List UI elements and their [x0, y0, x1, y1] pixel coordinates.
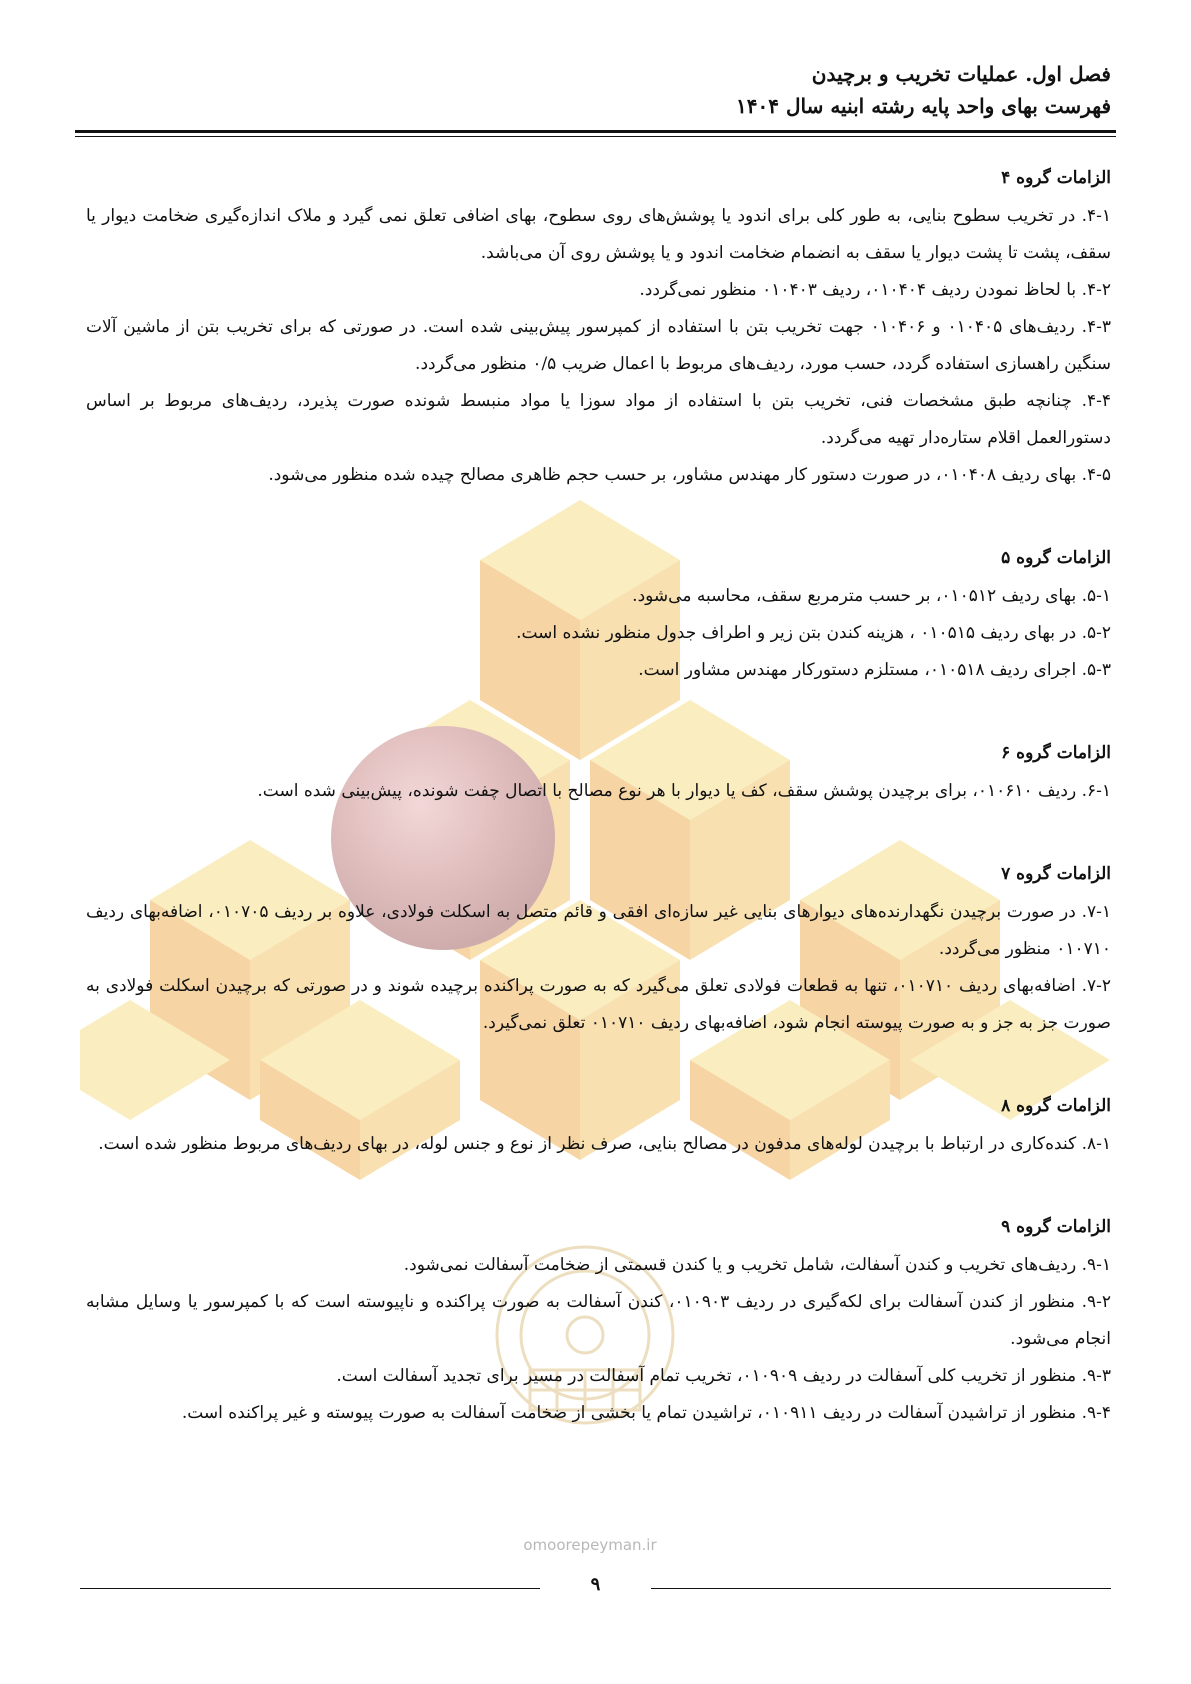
page-footer — [80, 1574, 1111, 1604]
header-rule-thin — [75, 136, 1116, 137]
group-title: الزامات گروه ۵ — [1001, 548, 1111, 568]
paragraph: ۴-۲. با لحاظ نمودن ردیف ۰۱۰۴۰۴، ردیف ۰۱۰۴۰۳ منظور نمی‌گردد. — [639, 280, 1111, 300]
paragraph: ۴-۵. بهای ردیف ۰۱۰۴۰۸، در صورت دستور کار مهندس مشاور، بر حسب حجم ظاهری مصالح چیده شده منظور می‌شود. — [268, 465, 1111, 485]
paragraph: ۴-۴. چنانچه طبق مشخصات فنی، تخریب بتن با استفاده از مواد سوزا یا مواد منبسط شونده صورت پذیرد، ردیف‌های مربوط بر اساس دستورالعمل اقلام ستاره‌دار تهیه می‌گردد. — [86, 391, 1111, 448]
paragraph: ۴-۳. ردیف‌های ۰۱۰۴۰۵ و ۰۱۰۴۰۶ جهت تخریب بتن با استفاده از کمپرسور پیش‌بینی شده است. در صورتی که برای تخریب بتن از ماشین آلات سنگین راهسازی استفاده گردد، حسب مورد، ردیف‌های مربوط با اعمال ضریب ۰/۵ منظور می‌گردد. — [86, 317, 1111, 374]
paragraph: ۹-۳. منظور از تخریب کلی آسفالت در ردیف ۰۱۰۹۰۹، تخریب تمام آسفالت در مسیر برای تجدید آسفالت است. — [336, 1366, 1111, 1386]
group-title: الزامات گروه ۴ — [1001, 168, 1111, 188]
group-title: الزامات گروه ۹ — [1001, 1217, 1111, 1237]
paragraph: ۵-۱. بهای ردیف ۰۱۰۵۱۲، بر حسب مترمربع سقف، محاسبه می‌شود. — [632, 586, 1111, 606]
paragraph: ۷-۱. در صورت برچیدن نگهدارنده‌های دیوارهای بنایی غیر سازه‌ای افقی و قائم متصل به اسکلت فولادی، علاوه بر ردیف ۰۱۰۷۰۵، اضافه‌بهای ردیف ۰۱۰۷۱۰ منظور می‌گردد. — [86, 902, 1111, 959]
list-title: فهرست بهای واحد پایه رشته ابنیه سال ۱۴۰۴ — [736, 94, 1111, 118]
group-4 — [86, 160, 1111, 494]
paragraph: ۹-۲. منظور از کندن آسفالت برای لکه‌گیری در ردیف ۰۱۰۹۰۳، کندن آسفالت به صورت پراکنده و ناپیوسته است که با کمپرسور یا وسایل مشابه انجام می‌شود. — [86, 1292, 1111, 1349]
page-header — [80, 58, 1111, 122]
group-9 — [86, 1209, 1111, 1432]
page-number: ۹ — [590, 1574, 601, 1595]
paragraph: ۴-۱. در تخریب سطوح بنایی، به طور کلی برای اندود یا پوشش‌های روی سطوح، بهای اضافی تعلق نمی گیرد و ملاک اندازه‌گیری ضخامت دیوار یا سقف، پشت تا پشت دیوار یا سقف به انضمام ضخامت اندود و یا پوشش روی آن می‌باشد. — [86, 206, 1111, 263]
group-title: الزامات گروه ۷ — [1001, 864, 1111, 884]
main-content — [86, 160, 1111, 1478]
header-rule-thick — [75, 130, 1116, 133]
footer-rule-right — [651, 1588, 1111, 1589]
paragraph: ۶-۱. ردیف ۰۱۰۶۱۰، برای برچیدن پوشش سقف، کف یا دیوار با هر نوع مصالح با اتصال چفت شونده، پیش‌بینی شده است. — [257, 781, 1111, 801]
chapter-title: فصل اول. عملیات تخریب و برچیدن — [811, 62, 1111, 86]
group-8 — [86, 1088, 1111, 1163]
paragraph: ۹-۴. منظور از تراشیدن آسفالت در ردیف ۰۱۰۹۱۱، تراشیدن تمام یا بخشی از ضخامت آسفالت به صورت پیوسته و غیر پراکنده است. — [181, 1403, 1111, 1423]
paragraph: ۵-۳. اجرای ردیف ۰۱۰۵۱۸، مستلزم دستورکار مهندس مشاور است. — [638, 660, 1111, 680]
group-title: الزامات گروه ۸ — [1001, 1096, 1111, 1116]
group-7 — [86, 856, 1111, 1042]
watermark-site-text: omoorepeyman.ir — [523, 1536, 657, 1554]
group-5 — [86, 540, 1111, 689]
paragraph: ۷-۲. اضافه‌بهای ردیف ۰۱۰۷۱۰، تنها به قطعات فولادی تعلق می‌گیرد که به صورت پراکنده برچیده شوند و در صورتی که برچیدن اسکلت فولادی به صورت جز به جز و به صورت پیوسته انجام شود، اضافه‌بهای ردیف ۰۱۰۷۱۰ تعلق نمی‌گیرد. — [86, 976, 1111, 1033]
group-6 — [86, 735, 1111, 810]
group-title: الزامات گروه ۶ — [1001, 743, 1111, 763]
paragraph: ۵-۲. در بهای ردیف ۰۱۰۵۱۵ ، هزینه کندن بتن زیر و اطراف جدول منظور نشده است. — [516, 623, 1111, 643]
paragraph: ۹-۱. ردیف‌های تخریب و کندن آسفالت، شامل تخریب و یا کندن قسمتی از ضخامت آسفالت نمی‌شود. — [403, 1255, 1111, 1275]
paragraph: ۸-۱. کنده‌کاری در ارتباط با برچیدن لوله‌های مدفون در مصالح بنایی، صرف نظر از نوع و جنس لوله، در بهای ردیف‌های مربوط منظور شده است. — [98, 1134, 1111, 1154]
